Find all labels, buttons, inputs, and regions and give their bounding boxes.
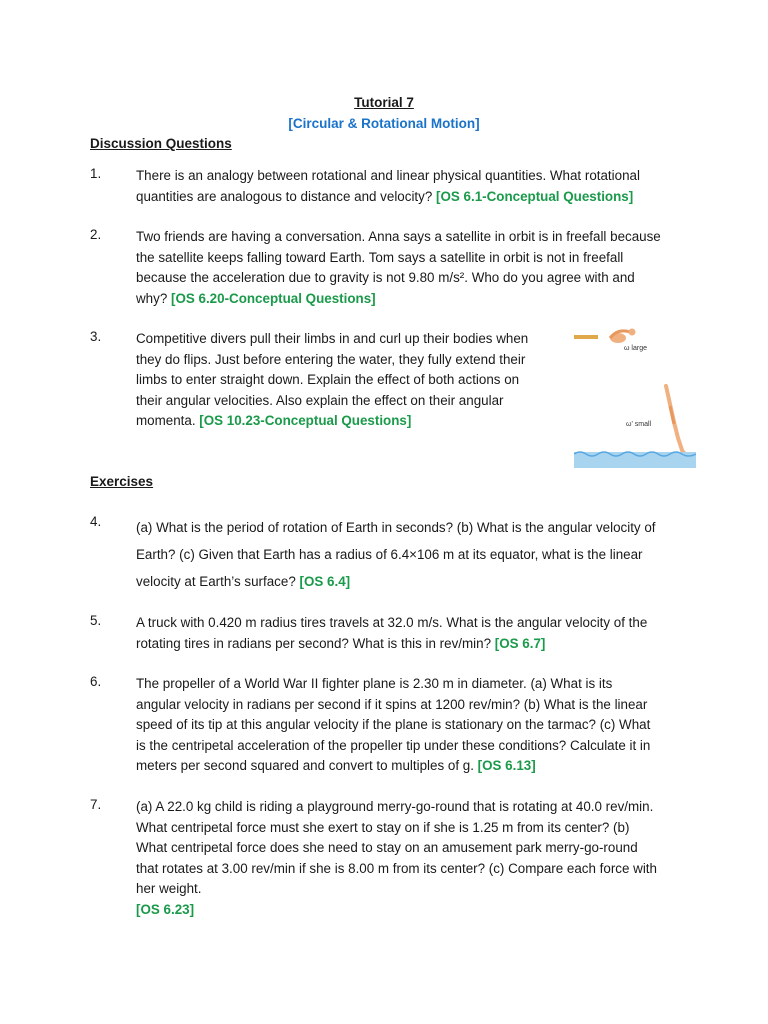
question-number: 5. <box>90 613 102 628</box>
question-line: What centripetal force does she need to stay on an amusement park merry-go-round <box>136 840 638 856</box>
exercises-heading: Exercises <box>90 474 154 489</box>
question-line: velocity at Earth’s surface? [OS 6.4] <box>136 574 351 589</box>
question-text <box>136 613 696 654</box>
diver-figure <box>574 324 696 468</box>
curled-diver-icon <box>610 329 636 344</box>
question-text <box>136 674 696 777</box>
question-line: A truck with 0.420 m radius tires travels at 32.0 m/s. What is the angular velocity of the <box>136 615 648 630</box>
question-line: (a) A 22.0 kg child is riding a playground merry-go-round that is rotating at 40.0 rev/min. <box>136 799 654 814</box>
question-line: their angular velocities. Also explain the effect on their angular <box>136 392 504 408</box>
question-line: Two friends are having a conversation. Anna says a satellite in orbit is in freefall because <box>136 229 661 244</box>
question-line: her weight. <box>136 881 202 897</box>
discussion-heading: Discussion Questions <box>90 136 232 151</box>
diver-illustration <box>574 324 696 468</box>
question-line: why? [OS 6.20-Conceptual Questions] <box>136 290 376 306</box>
question-line: quantities are analogous to distance and velocity? [OS 6.1-Conceptual Questions] <box>136 188 634 204</box>
question-number: 2. <box>90 227 102 242</box>
question-text <box>136 166 696 207</box>
question-line: There is an analogy between rotational and linear physical quantities. What rotational <box>136 168 640 183</box>
question-text <box>136 329 556 432</box>
question-number: 7. <box>90 797 102 812</box>
reference-tag: [OS 6.1-Conceptual Questions] <box>436 188 634 204</box>
question-line: momenta. [OS 10.23-Conceptual Questions] <box>136 413 412 429</box>
question-text <box>136 797 696 921</box>
reference-tag: [OS 6.20-Conceptual Questions] <box>170 290 376 306</box>
question-line: angular velocity in radians per second if it spins at 1200 rev/min? (b) What is the linear <box>136 696 648 712</box>
diving-board <box>574 335 598 339</box>
question-line: What centripetal force must she exert to stay on if she is 1.25 m from its center? (b) <box>136 819 630 835</box>
question-line: Earth? (c) Given that Earth has a radius of 6.4×106 m at its equator, what is the linear <box>136 547 643 562</box>
question-number: 4. <box>90 514 102 529</box>
question-line: because the acceleration due to gravity is not 9.80 m/s². Who do you agree with and <box>136 270 635 286</box>
question-line: speed of its tip at this angular velocity if the plane is stationary on the tarmac? (c) What <box>136 717 651 733</box>
question-line: that rotates at 3.00 rev/min if she is 8.00 m from its center? (c) Compare each force with <box>136 860 657 876</box>
question-line: they do flips. Just before entering the water, they fully extend their <box>136 351 526 367</box>
reference-tag: [OS 6.7] <box>494 635 546 651</box>
question-line: (a) What is the period of rotation of Earth in seconds? (b) What is the angular velocity of <box>136 520 656 535</box>
page-subtitle: [Circular & Rotational Motion] <box>288 116 480 131</box>
question-number: 6. <box>90 674 102 689</box>
question-line: limbs to enter straight down. Explain the effect of both actions on <box>136 372 520 388</box>
question-text <box>136 514 696 595</box>
reference-tag: [OS 6.23] <box>136 901 195 917</box>
reference-tag: [OS 10.23-Conceptual Questions] <box>199 413 412 429</box>
question-text <box>136 227 696 309</box>
omega-large-label: ω large <box>624 345 647 352</box>
question-line: The propeller of a World War II fighter plane is 2.30 m in diameter. (a) What is its <box>136 676 613 691</box>
extended-diver-icon <box>666 386 686 456</box>
question-line: rotating tires in radians per second? What is this in rev/min? [OS 6.7] <box>136 635 546 651</box>
reference-tag: [OS 6.13] <box>477 758 536 774</box>
omega-small-label: ω' small <box>626 421 652 428</box>
question-line: is the centripetal acceleration of the propeller tip under these conditions? Calculate it in <box>136 737 651 753</box>
question-number: 3. <box>90 329 102 344</box>
reference-tag: [OS 6.4] <box>299 574 351 589</box>
question-line: meters per second squared and convert to multiples of g. [OS 6.13] <box>136 758 536 774</box>
question-number: 1. <box>90 166 102 181</box>
page-title: Tutorial 7 <box>354 95 414 110</box>
question-line: the satellite keeps falling toward Earth. Tom says a satellite in orbit is not in freefall <box>136 249 624 265</box>
question-line: Competitive divers pull their limbs in and curl up their bodies when <box>136 331 529 346</box>
